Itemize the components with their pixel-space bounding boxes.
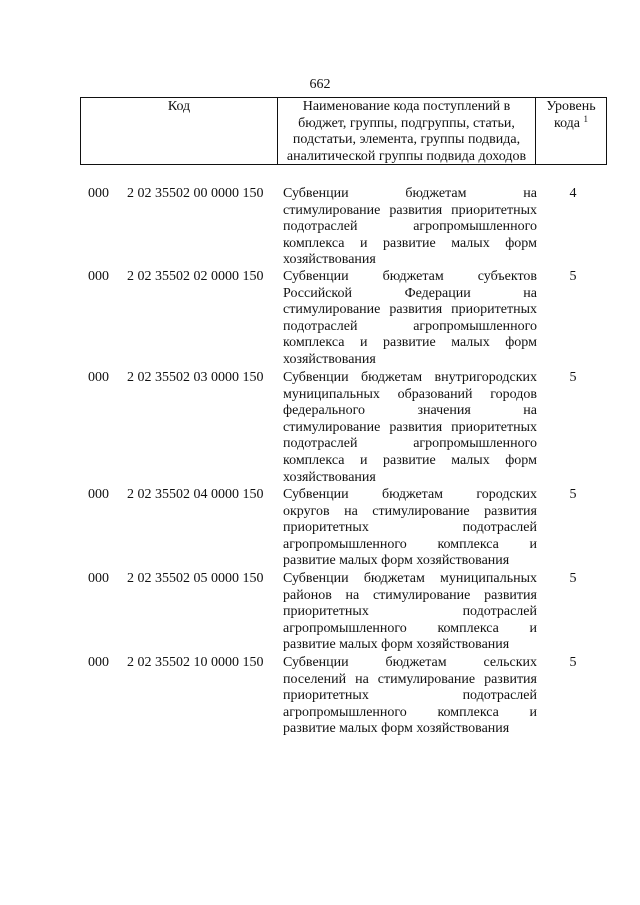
row-name-line: комплекса и развитие малых форм — [283, 452, 537, 468]
row-prefix: 000 — [88, 571, 109, 586]
row-code: 2 02 35502 03 0000 150 — [127, 370, 264, 385]
row-name-line: развитие малых форм хозяйствования — [283, 721, 510, 737]
header-level-label: кода — [553, 115, 581, 131]
table-header — [80, 97, 607, 165]
row-name-line: Субвенции бюджетам сельских — [283, 655, 537, 670]
row-code: 2 02 35502 10 0000 150 — [127, 655, 264, 670]
row-name-line: комплекса и развитие малых форм — [283, 335, 537, 351]
header-name-line: Наименование кода поступлений в — [302, 99, 511, 114]
row-name — [283, 655, 537, 738]
row-name — [283, 269, 537, 369]
row-name-line: Субвенции бюджетам городских — [283, 487, 537, 502]
row-name-line: развитие малых форм хозяйствования — [283, 553, 510, 569]
row-name-line: агропромышленного комплекса и — [283, 620, 537, 636]
header-level-line1: Уровень — [546, 99, 596, 114]
row-prefix: 000 — [88, 186, 109, 201]
row-name — [283, 487, 537, 570]
row-name-line: Субвенции бюджетам субъектов — [283, 269, 537, 284]
row-name-line: хозяйствования — [283, 252, 376, 268]
row-level: 5 — [569, 370, 577, 385]
row-name-line: приоритетных подотраслей — [283, 688, 537, 704]
row-code: 2 02 35502 04 0000 150 — [127, 487, 264, 502]
row-name — [283, 571, 537, 654]
row-level: 5 — [569, 655, 577, 670]
row-prefix: 000 — [88, 370, 109, 385]
row-name-line: агропромышленного комплекса и — [283, 536, 537, 552]
header-level — [536, 98, 606, 164]
header-name-line: аналитической группы подвида доходов — [286, 148, 527, 164]
page-number: 662 — [309, 77, 331, 92]
row-name-line: комплекса и развитие малых форм — [283, 235, 537, 251]
row-name-line: районов на стимулирование развития — [283, 587, 537, 603]
row-code: 2 02 35502 02 0000 150 — [127, 269, 264, 284]
row-code: 2 02 35502 05 0000 150 — [127, 571, 264, 586]
row-name — [283, 370, 537, 486]
row-name-line: поселений на стимулирование развития — [283, 671, 537, 687]
row-name-line: подотраслей агропромышленного — [283, 318, 537, 334]
row-name-line: Российской Федерации на — [283, 285, 537, 301]
row-name-line: подотраслей агропромышленного — [283, 436, 537, 452]
row-name-line: развитие малых форм хозяйствования — [283, 637, 510, 653]
row-name-line: агропромышленного комплекса и — [283, 704, 537, 720]
row-prefix: 000 — [88, 487, 109, 502]
row-name-line: стимулирование развития приоритетных — [283, 202, 537, 218]
header-level-line2 — [536, 113, 606, 133]
row-name-line: муниципальных образований городов — [283, 386, 537, 402]
row-prefix: 000 — [88, 269, 109, 284]
row-name-line: стимулирование развития приоритетных — [283, 302, 537, 318]
footnote-marker: 1 — [583, 113, 589, 124]
row-name-line: округов на стимулирование развития — [283, 503, 537, 519]
row-name-line: приоритетных подотраслей — [283, 520, 537, 536]
row-level: 5 — [569, 571, 577, 586]
row-code: 2 02 35502 00 0000 150 — [127, 186, 264, 201]
row-name-line: приоритетных подотраслей — [283, 604, 537, 620]
row-level: 5 — [569, 269, 577, 284]
row-name-line: хозяйствования — [283, 469, 376, 485]
row-name-line: Субвенции бюджетам на — [283, 186, 537, 201]
row-name — [283, 186, 537, 269]
header-name-line: бюджет, группы, подгруппы, статьи, — [298, 115, 515, 131]
row-prefix: 000 — [88, 655, 109, 670]
row-level: 4 — [569, 186, 577, 201]
row-name-line: Субвенции бюджетам муниципальных — [283, 571, 537, 586]
row-level: 5 — [569, 487, 577, 502]
row-name-line: подотраслей агропромышленного — [283, 219, 537, 235]
header-code: Код — [81, 98, 278, 164]
row-name-line: хозяйствования — [283, 351, 376, 367]
row-name-line: стимулирование развития приоритетных — [283, 419, 537, 435]
row-name-line: федерального значения на — [283, 403, 537, 419]
header-name-line: подстатьи, элемента, группы подвида, — [292, 132, 521, 147]
row-name-line: Субвенции бюджетам внутригородских — [283, 370, 537, 385]
header-name — [278, 98, 536, 164]
